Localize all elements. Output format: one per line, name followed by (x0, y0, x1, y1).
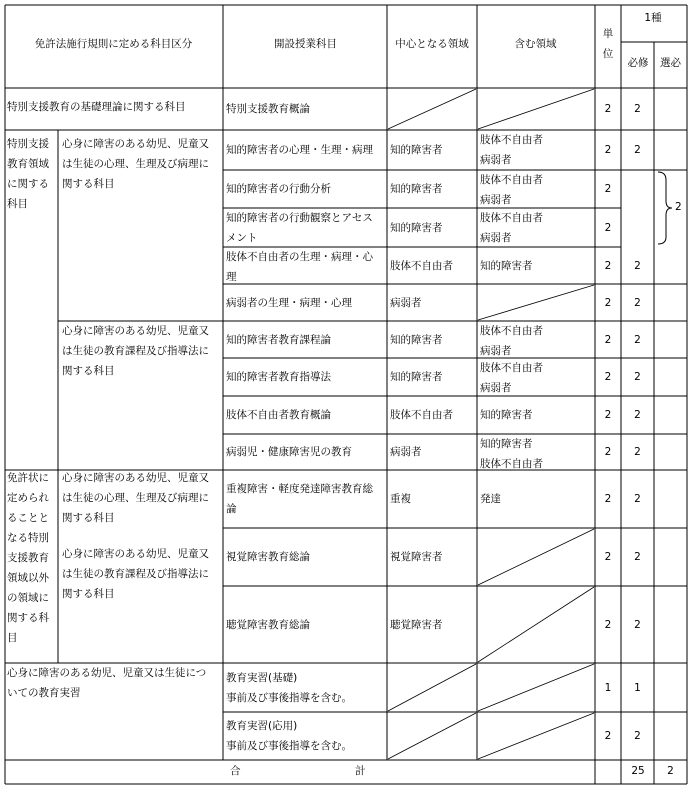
course-name: 視覚障害教育総論 (226, 551, 310, 563)
included-area: 肢体不自由者 病弱者 (480, 174, 543, 206)
required-credits: 2 (634, 371, 641, 383)
included-area: 知的障害者 (480, 259, 533, 272)
required-credits: 2 (634, 103, 641, 115)
included-area: 発達 (480, 493, 501, 505)
main-area: 知的障害者 (390, 221, 443, 234)
included-area: 知的障害者 (480, 409, 533, 421)
course-name: 教育実習(基礎) 事前及び事後指導を含む。 (226, 671, 352, 704)
header-required: 必修 (627, 57, 649, 69)
course-name: 肢体不自由者教育概論 (226, 409, 331, 421)
included-area: 知的障害者 肢体不自由者 (480, 438, 543, 470)
credits: 2 (604, 446, 612, 458)
credits: 2 (604, 333, 612, 346)
included-area: 肢体不自由者 病弱者 (480, 362, 543, 394)
credits: 2 (604, 296, 612, 309)
credits: 2 (604, 103, 612, 115)
credits: 2 (604, 144, 612, 156)
section-practicum: 心身に障害のある幼児、児童又は生徒につ いての教育実習 (7, 667, 207, 699)
credits: 2 (604, 371, 612, 383)
included-area: 肢体不自由者 病弱者 (480, 134, 543, 166)
section-other-sub1: 心身に障害のある幼児、児童又 は生徒の心理、生理及び病理に 関する科目 (62, 472, 209, 524)
main-area: 重複 (390, 493, 411, 505)
credits: 2 (604, 409, 612, 421)
included-area: 肢体不自由者 病弱者 (480, 212, 543, 244)
credits: 2 (604, 259, 612, 272)
section-special-sub2: 心身に障害のある幼児、児童又 は生徒の教育課程及び指導法に 関する科目 (62, 325, 209, 377)
credits: 1 (604, 681, 612, 694)
main-area: 肢体不自由者 (390, 259, 453, 272)
required-credits: 2 (634, 259, 641, 272)
required-credits: 2 (634, 296, 641, 309)
required-credits: 2 (634, 333, 641, 346)
course-name: 聴覚障害教育総論 (226, 618, 310, 631)
header-classification: 免許法施行規則に定める科目区分 (34, 38, 193, 50)
section-special-sub1: 心身に障害のある幼児、児童又 は生徒の心理、生理及び病理に 関する科目 (62, 138, 209, 190)
header-course: 開設授業科目 (274, 38, 337, 50)
main-area: 肢体不自由者 (390, 409, 453, 421)
header-type1: 1種 (644, 12, 662, 24)
header-main-area: 中心となる領域 (395, 38, 469, 50)
course-name: 知的障害者の行動分析 (226, 183, 331, 195)
required-credits: 2 (634, 446, 641, 458)
main-area: 病弱者 (390, 296, 422, 309)
credits: 2 (604, 618, 612, 631)
course-name: 知的障害者教育課程論 (226, 333, 331, 346)
course-name: 知的障害者の行動観察とアセス メント (226, 212, 373, 244)
total-elective: 2 (667, 765, 674, 777)
course-name: 肢体不自由者の生理・病理・心 理 (226, 251, 373, 283)
course-name: 重複障害・軽度発達障害教育総 論 (226, 483, 373, 515)
course-name: 教育実習(応用) 事前及び事後指導を含む。 (226, 720, 352, 752)
credits: 2 (604, 493, 612, 505)
included-area: 肢体不自由者 病弱者 (480, 325, 543, 357)
main-area: 視覚障害者 (390, 551, 443, 563)
required-credits: 2 (634, 409, 641, 421)
required-credits: 2 (634, 493, 641, 505)
required-credits: 1 (634, 681, 641, 694)
section-other-sub2: 心身に障害のある幼児、児童又 は生徒の教育課程及び指導法に 関する科目 (62, 548, 209, 600)
main-area: 知的障害者 (390, 333, 443, 346)
total-label-left: 合 (230, 765, 241, 777)
header-included-area: 含む領域 (514, 38, 557, 50)
main-area: 知的障害者 (390, 371, 443, 383)
course-name: 知的障害者教育指導法 (226, 371, 331, 383)
main-area: 聴覚障害者 (390, 618, 443, 631)
section-special-area: 特別支援 教育領域 に関する 科目 (7, 138, 49, 210)
course-name: 知的障害者の心理・生理・病理 (226, 144, 373, 156)
main-area: 知的障害者 (390, 144, 443, 156)
credits: 2 (604, 551, 612, 563)
section-other-area: 免許状に 定められ ることと なる特別 支援教育 領域以外 の領域に 関する科 目 (7, 472, 49, 644)
course-name: 特別支援教育概論 (226, 103, 310, 115)
credits: 2 (604, 183, 612, 195)
course-name: 病弱者の生理・病理・心理 (226, 296, 352, 309)
credits: 2 (604, 730, 612, 742)
main-area: 知的障害者 (390, 183, 443, 195)
main-area: 病弱者 (390, 446, 422, 458)
required-credits: 2 (634, 551, 641, 563)
elective-group-value: 2 (675, 201, 682, 213)
required-credits: 2 (634, 730, 641, 742)
required-credits: 2 (634, 144, 641, 156)
total-required: 25 (631, 765, 645, 777)
credits: 2 (604, 221, 612, 234)
course-name: 病弱児・健康障害児の教育 (226, 446, 352, 458)
header-credits: 単 位 (602, 28, 614, 60)
section-foundation: 特別支援教育の基礎理論に関する科目 (7, 101, 186, 113)
required-credits: 2 (634, 618, 641, 631)
header-elective: 選必 (660, 57, 681, 69)
total-label-right: 計 (355, 765, 366, 777)
